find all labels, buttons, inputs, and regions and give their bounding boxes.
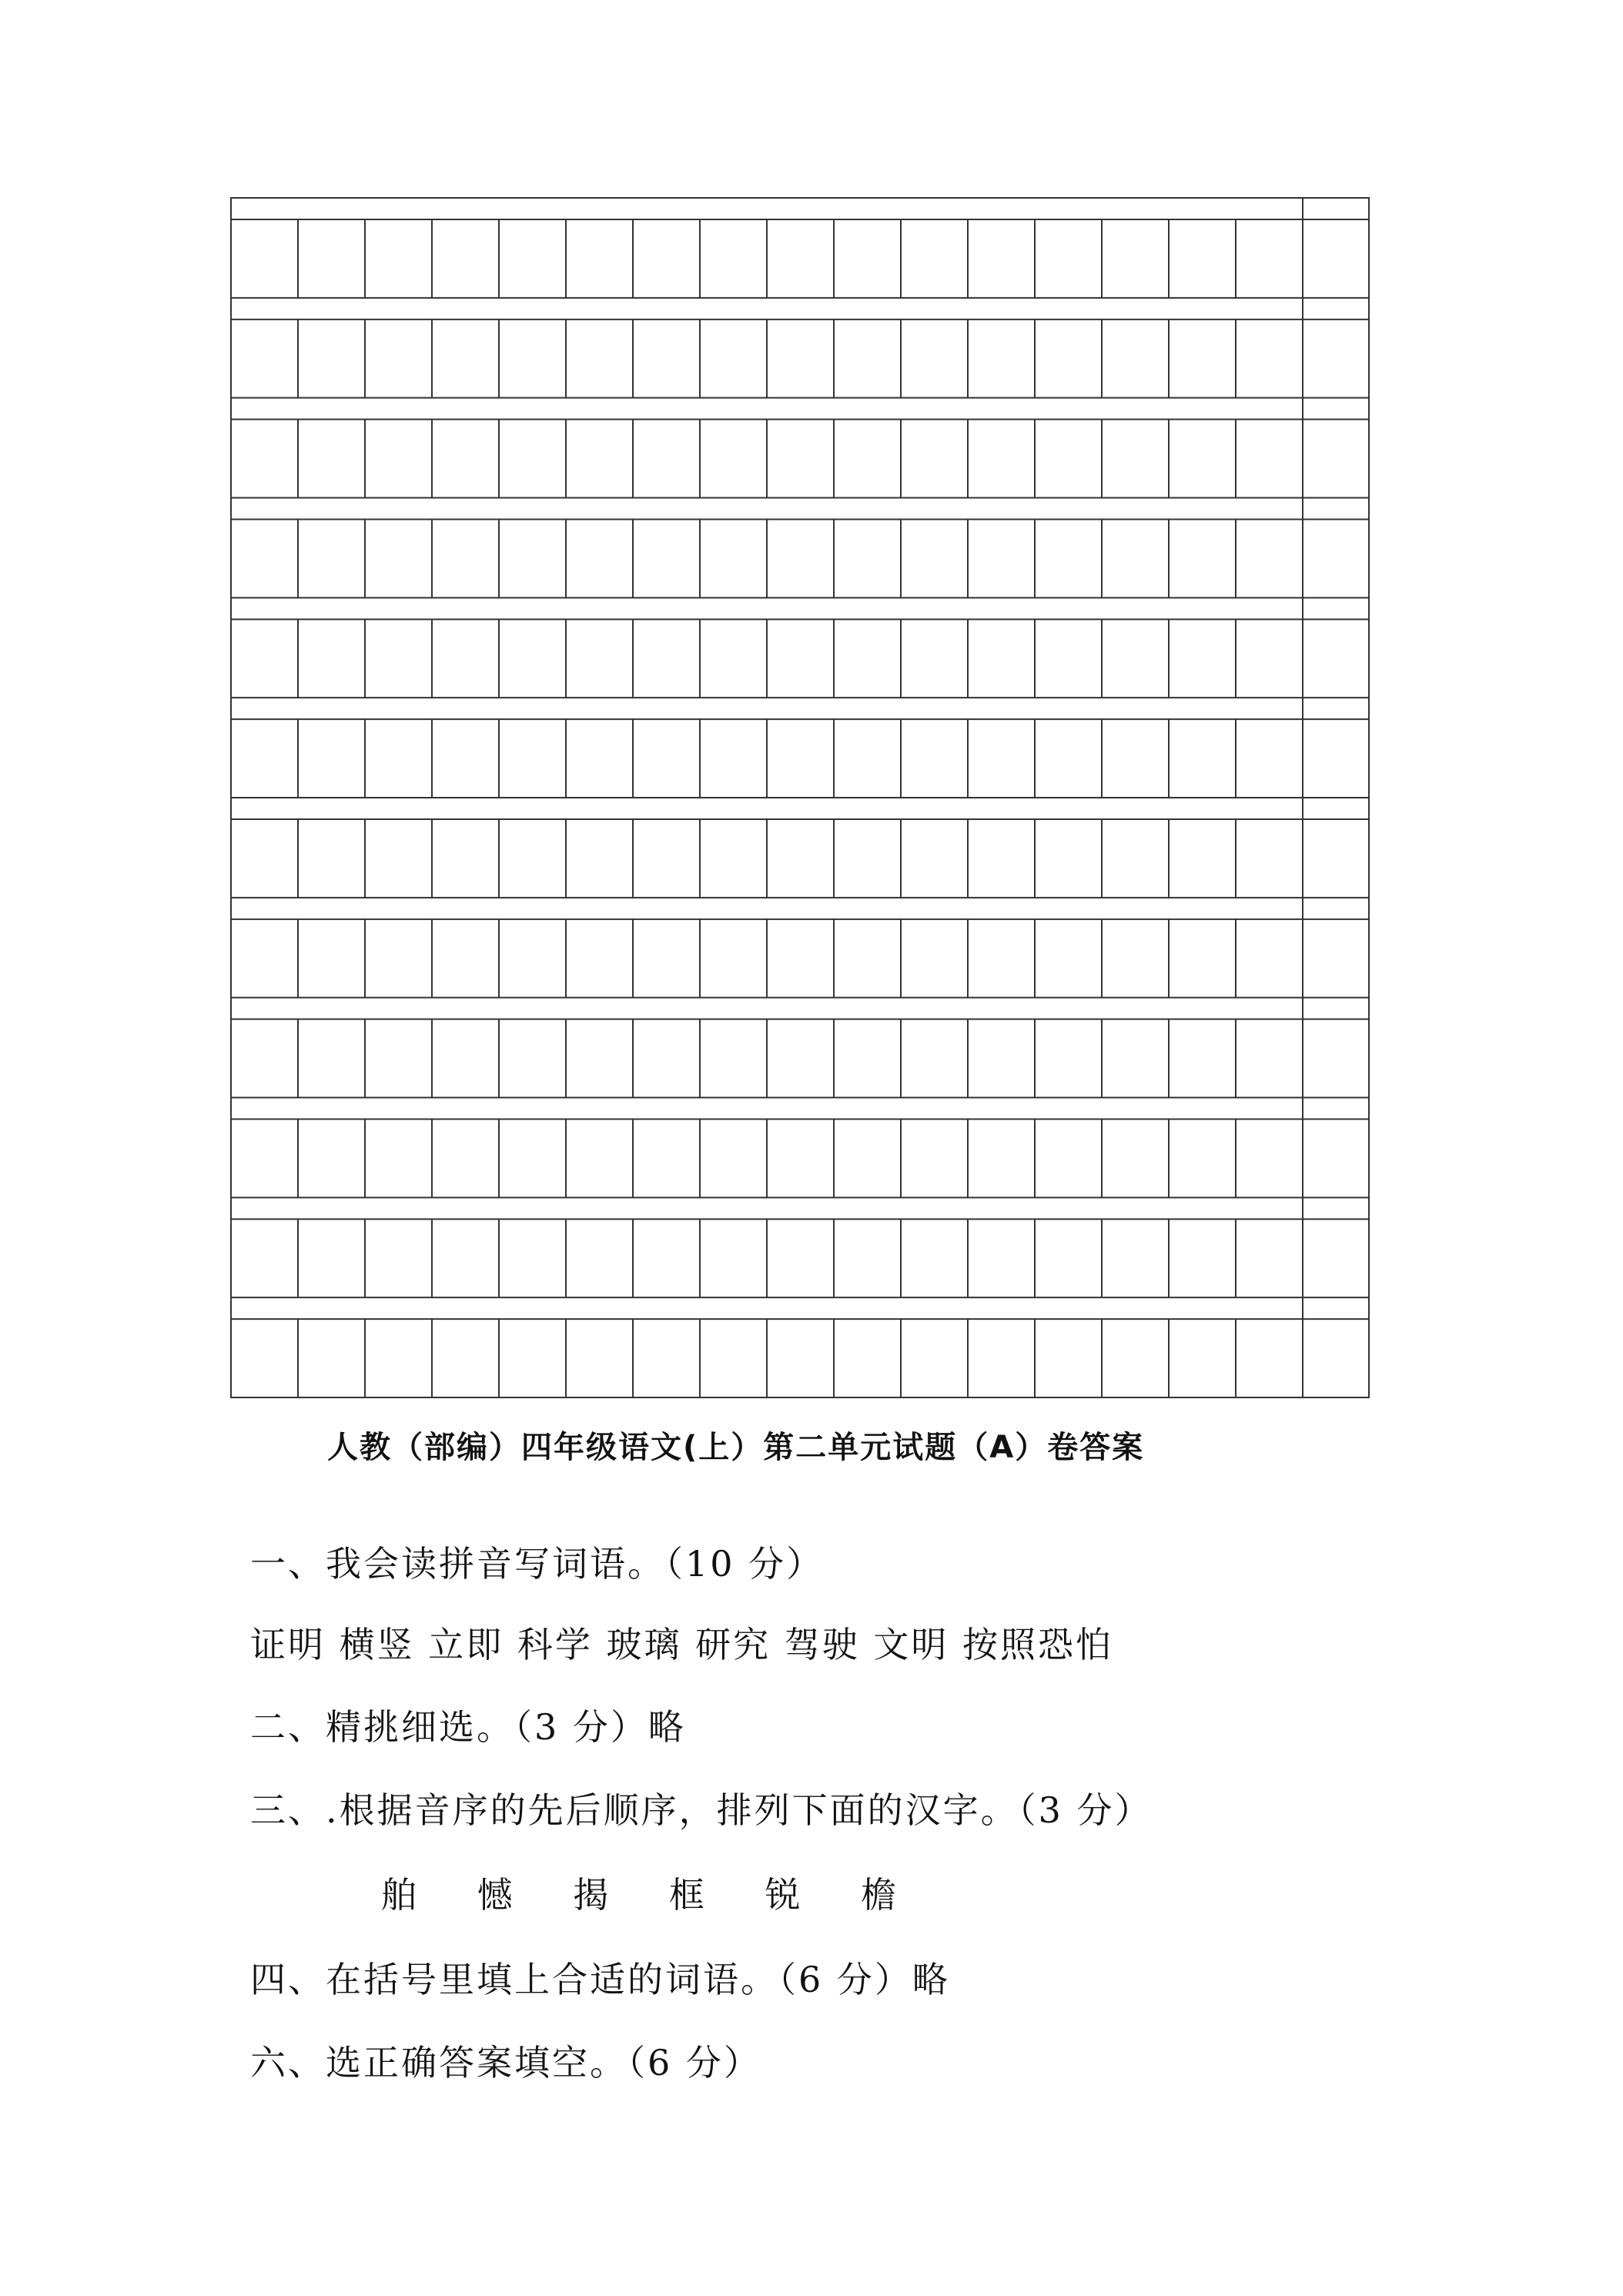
section-1-answer: 证明 横竖 立即 科学 玻璃 研究 驾驶 文明 按照恐怕 [250, 1624, 1113, 1665]
section-3-heading: 三、.根据音序的先后顺序，排列下面的汉字。（3 分） [250, 1789, 1153, 1831]
char-item: 舶 [381, 1874, 419, 1916]
section-3-characters [381, 1867, 943, 1918]
char-item: 憾 [477, 1874, 515, 1916]
section-1-heading: 一、我会读拼音写词语。（10 分） [250, 1543, 825, 1585]
section-2-heading: 二、精挑细选。（3 分）略 [250, 1706, 686, 1748]
section-6-heading: 六、选正确答案填空。（6 分） [250, 2042, 761, 2083]
char-item: 檐 [861, 1874, 899, 1916]
answer-title: 人教（部编）四年级语文(上）第二单元试题（A）卷答案 [327, 1430, 1145, 1465]
char-item: 框 [668, 1874, 707, 1916]
section-4-heading: 四、在括号里填上合适的词语。（6 分）略 [250, 1959, 950, 2000]
char-item: 锐 [765, 1874, 803, 1916]
char-item: 揭 [573, 1874, 611, 1916]
